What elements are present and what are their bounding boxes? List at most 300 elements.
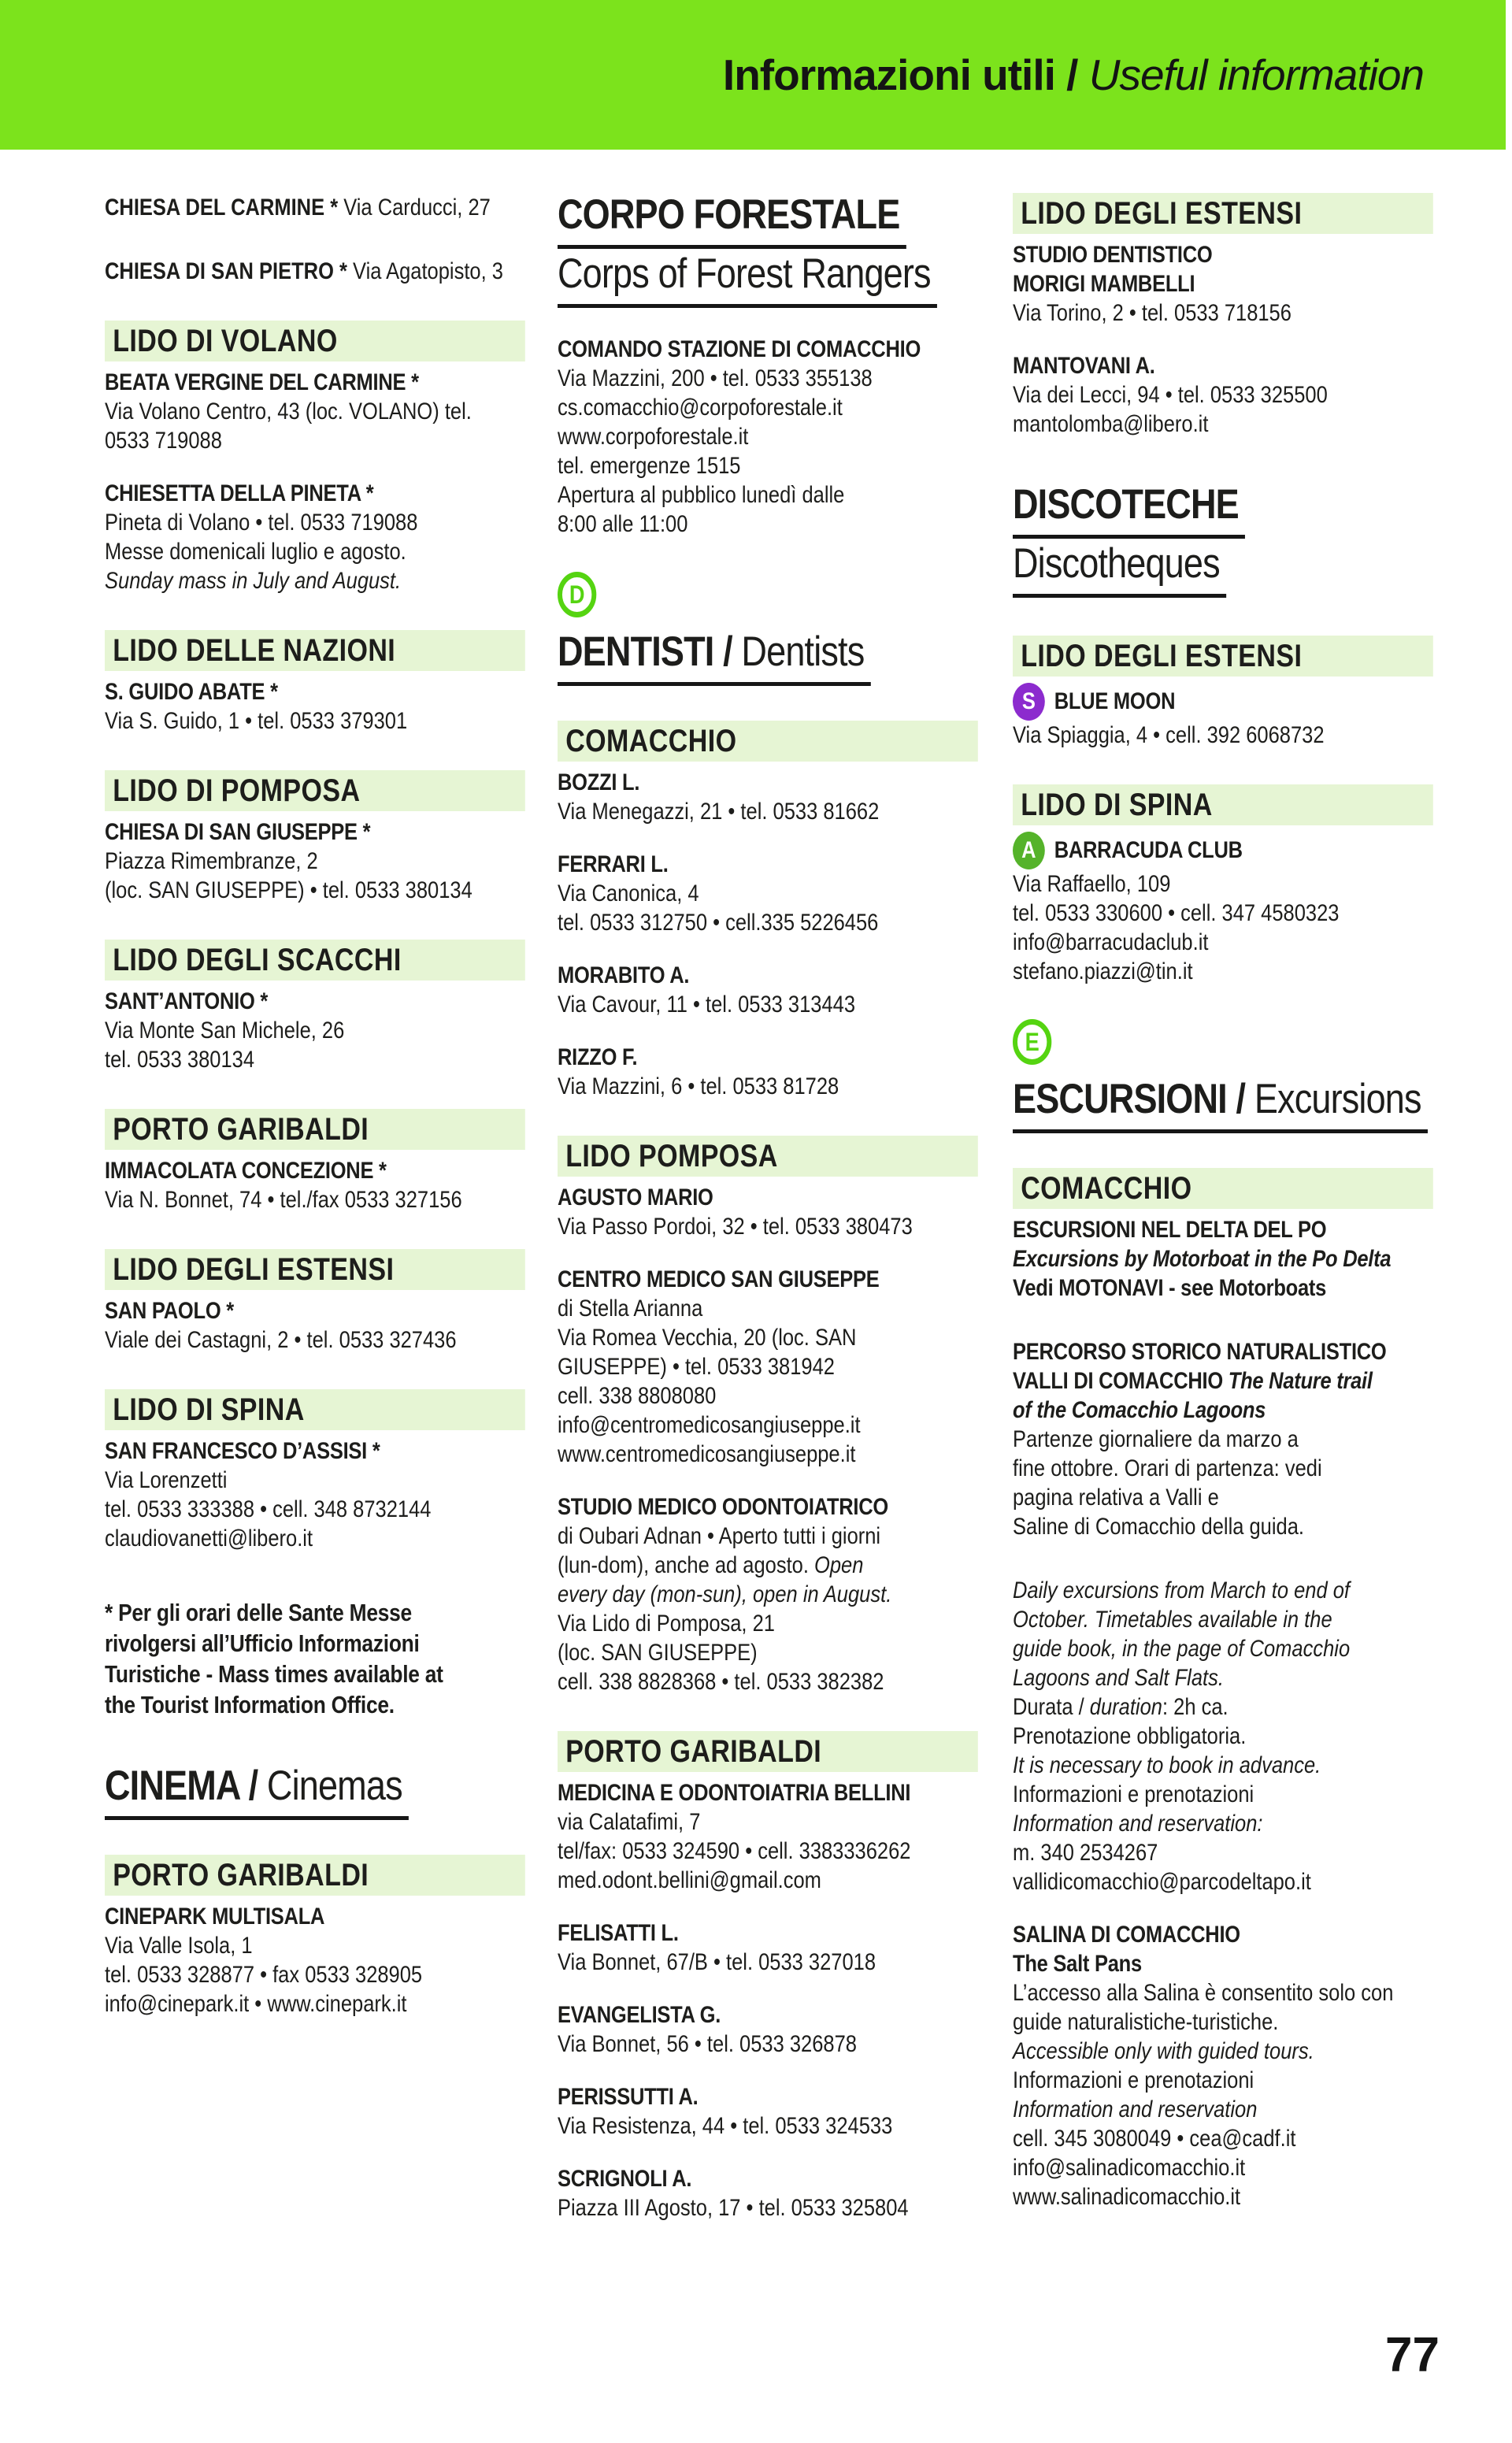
venue-name	[1013, 832, 1433, 869]
entry-line	[558, 1072, 978, 1101]
text-run: Via Lorenzetti	[105, 1467, 228, 1493]
section-title-english: Cinemas	[258, 1763, 402, 1809]
text-run: fine ottobre. Orari di partenza: vedi	[1013, 1455, 1322, 1481]
page-header-banner	[0, 0, 1506, 150]
location-header: LIDO DEGLI ESTENSI	[1013, 193, 1433, 234]
text-run: Via Passo Pordoi, 32 • tel. 0533 380473	[558, 1214, 913, 1240]
entry-line	[1013, 1978, 1433, 2007]
footnote-line	[105, 1628, 525, 1659]
text-run: Via Bonnet, 67/B • tel. 0533 327018	[558, 1949, 876, 1975]
text-run: FERRARI L.	[558, 851, 669, 877]
text-run: The Salt Pans	[1013, 1951, 1142, 1977]
entry-line	[105, 847, 525, 876]
section-title-italian: CORPO FORESTALE	[558, 193, 906, 249]
entry-line	[558, 2193, 978, 2222]
entry-name	[105, 1156, 525, 1185]
entry-line	[558, 1212, 978, 1241]
entry-line	[558, 480, 978, 510]
venue-name	[1013, 683, 1433, 721]
text-run: duration	[1089, 1694, 1162, 1720]
text-run: BEATA VERGINE DEL CARMINE *	[105, 369, 419, 395]
text-run: Via Romea Vecchia, 20 (loc. SAN	[558, 1325, 857, 1351]
text-run: FELISATTI L.	[558, 1920, 679, 1946]
text-run: CENTRO MEDICO SAN GIUSEPPE	[558, 1266, 880, 1292]
text-run: Accessible only with guided tours.	[1013, 2038, 1314, 2064]
entry-line	[1013, 298, 1433, 328]
entry-line	[105, 537, 525, 566]
section-header	[558, 630, 978, 686]
footnote-line	[105, 1597, 525, 1628]
entry-name	[105, 677, 525, 706]
text-run: RIZZO F.	[558, 1044, 638, 1070]
entry-line	[558, 364, 978, 393]
entry-line	[1013, 2153, 1433, 2182]
text-run: Via dei Lecci, 94 • tel. 0533 325500	[1013, 382, 1328, 408]
section-title-english: Excursions	[1245, 1076, 1421, 1122]
entry-line	[558, 1411, 978, 1440]
column-middle-content	[558, 193, 978, 2222]
entry-line	[1013, 2007, 1433, 2037]
venue-name-label: BARRACUDA CLUB	[1054, 837, 1243, 863]
entry-name	[1013, 1366, 1433, 1396]
entry-line	[558, 1381, 978, 1411]
text-run: tel. emergenze 1515	[558, 453, 741, 479]
entry-line	[105, 1325, 525, 1355]
entry-name	[1013, 1396, 1433, 1425]
entry-line	[105, 1931, 525, 1960]
text-run: SAN PAOLO *	[105, 1298, 234, 1324]
location-header: LIDO DI POMPOSA	[105, 770, 525, 811]
entry-line	[1013, 1605, 1433, 1634]
entry-line	[1013, 1634, 1433, 1663]
text-run: Messe domenicali luglio e agosto.	[105, 539, 406, 565]
entry-name	[558, 961, 978, 990]
text-run: Via Bonnet, 56 • tel. 0533 326878	[558, 2031, 857, 2057]
section-title-english: Discotheques	[1013, 542, 1226, 598]
entry-line	[1013, 869, 1433, 899]
text-run: Durata /	[1013, 1694, 1090, 1720]
text-run: of the Comacchio Lagoons	[1013, 1397, 1266, 1423]
column-left	[105, 193, 525, 2019]
text-run: tel/fax: 0533 324590 • cell. 3383336262	[558, 1838, 911, 1864]
entry-name	[105, 1296, 525, 1325]
text-run: tel. 0533 312750 • cell.335 5226456	[558, 910, 879, 936]
text-run: Via Valle Isola, 1	[105, 1933, 253, 1959]
entry-name	[1013, 1215, 1433, 1244]
entry-name	[558, 1492, 978, 1522]
section-header	[105, 1764, 525, 1820]
text-run: COMANDO STAZIONE DI COMACCHIO	[558, 336, 921, 362]
entry-line	[1013, 957, 1433, 986]
entry-line	[1013, 899, 1433, 928]
entry-line	[558, 879, 978, 908]
entry-name	[558, 2000, 978, 2030]
text-run: info@salinadicomacchio.it	[1013, 2155, 1246, 2181]
entry-line	[1013, 2182, 1433, 2211]
entry-line	[558, 1522, 978, 1551]
text-run: Open	[814, 1552, 864, 1578]
text-run: mantolomba@libero.it	[1013, 411, 1209, 437]
text-run: Information and reservation	[1013, 2096, 1258, 2122]
entry-line	[105, 1185, 525, 1214]
location-header: COMACCHIO	[558, 721, 978, 762]
location-header: LIDO DI SPINA	[105, 1389, 525, 1430]
text-run: Via Mazzini, 200 • tel. 0533 355138	[558, 365, 873, 391]
text-run: cell. 338 8828368 • tel. 0533 382382	[558, 1669, 884, 1695]
entry-line	[1013, 380, 1433, 410]
text-run: Daily excursions from March to end of	[1013, 1577, 1351, 1603]
entry-line	[1013, 1780, 1433, 1809]
text-run: It is necessary to book in advance.	[1013, 1752, 1321, 1778]
column-left-content	[105, 193, 525, 2019]
text-run: STUDIO MEDICO ODONTOIATRICO	[558, 1494, 889, 1520]
entry-line	[105, 1989, 525, 2019]
entry-line	[1013, 1809, 1433, 1838]
entry-name	[105, 817, 525, 847]
entry-line	[1013, 1576, 1433, 1605]
entry-name	[558, 2164, 978, 2193]
text-run: Informazioni e prenotazioni	[1013, 2067, 1254, 2093]
entry-line	[558, 1866, 978, 1895]
entry-name	[558, 1778, 978, 1807]
entry-line	[558, 1948, 978, 1977]
entry-name	[1013, 1949, 1433, 1978]
text-run: info@centromedicosangiuseppe.it	[558, 1412, 861, 1438]
entry-name	[105, 1902, 525, 1931]
entry-line	[558, 908, 978, 937]
text-run: (lun-dom), anche ad agosto.	[558, 1552, 815, 1578]
section-title-row	[558, 193, 978, 252]
category-icon-block	[1013, 1019, 1433, 1065]
text-run: EVANGELISTA G.	[558, 2002, 721, 2028]
entry-line	[105, 426, 525, 455]
text-run: Via Cavour, 11 • tel. 0533 313443	[558, 992, 856, 1018]
text-run: Informazioni e prenotazioni	[1013, 1781, 1254, 1807]
entry-line	[558, 393, 978, 422]
section-title-row	[558, 252, 978, 311]
text-run: vallidicomacchio@parcodeltapo.it	[1013, 1869, 1311, 1895]
text-run: Sunday mass in July and August.	[105, 568, 402, 594]
text-run: CHIESETTA DELLA PINETA *	[105, 480, 374, 506]
text-run: pagina relativa a Valli e	[1013, 1485, 1219, 1511]
location-header: PORTO GARIBALDI	[105, 1109, 525, 1150]
entry-line	[558, 990, 978, 1019]
section-title	[558, 630, 871, 686]
section-title	[1013, 1077, 1428, 1133]
entry-line	[558, 510, 978, 539]
text-run: October. Timetables available in the	[1013, 1607, 1332, 1633]
entry-line	[558, 2111, 978, 2141]
text-run: CINEPARK MULTISALA	[105, 1904, 325, 1930]
text-run: (loc. SAN GIUSEPPE)	[558, 1640, 758, 1666]
text-run: Piazza III Agosto, 17 • tel. 0533 325804	[558, 2195, 909, 2221]
entry-name	[105, 479, 525, 508]
text-run: Via Lido di Pomposa, 21	[558, 1611, 775, 1637]
text-run: ESCURSIONI NEL DELTA DEL PO	[1013, 1217, 1327, 1243]
text-run: Information and reservation:	[1013, 1811, 1263, 1837]
entry-name	[1013, 1337, 1433, 1366]
entry-line	[1013, 1663, 1433, 1692]
text-run: MORABITO A.	[558, 962, 690, 988]
text-run: med.odont.bellini@gmail.com	[558, 1867, 821, 1893]
text-run: CHIESA DI SAN PIETRO *	[105, 258, 354, 284]
text-run: SANT’ANTONIO *	[105, 988, 269, 1014]
text-run: tel. 0533 380134	[105, 1047, 255, 1073]
entry-line	[1013, 1751, 1433, 1780]
page-number: 77	[1385, 2328, 1440, 2382]
section-title-row	[1013, 483, 1433, 542]
column-right	[1013, 193, 1433, 2211]
text-run: cs.comacchio@corpoforestale.it	[558, 395, 843, 421]
entry-line	[105, 1045, 525, 1074]
text-run: 8:00 alle 11:00	[558, 511, 688, 537]
text-run: PERISSUTTI A.	[558, 2084, 699, 2110]
text-run: Via Raffaello, 109	[1013, 871, 1171, 897]
section-header	[1013, 1077, 1433, 1133]
entry-line	[105, 257, 525, 286]
entry-line	[1013, 1838, 1433, 1867]
text-run: MORIGI MAMBELLI	[1013, 271, 1195, 297]
text-run: : 2h ca.	[1162, 1694, 1228, 1720]
entry-name	[1013, 269, 1433, 298]
text-run: di Oubari Adnan • Aperto tutti i giorni	[558, 1523, 881, 1549]
text-run: Vedi MOTONAVI - see Motorboats	[1013, 1275, 1327, 1301]
page-title-italian: Informazioni utili /	[722, 50, 1078, 99]
dentists-category-icon: D	[558, 572, 596, 617]
entry-line	[558, 422, 978, 451]
text-run: Excursions by Motorboat in the Po Delta	[1013, 1246, 1392, 1272]
location-header: LIDO DEGLI ESTENSI	[105, 1249, 525, 1290]
text-run: Via Mazzini, 6 • tel. 0533 81728	[558, 1073, 839, 1099]
text-run: tel. 0533 328877 • fax 0533 328905	[105, 1962, 423, 1988]
entry-line	[558, 1807, 978, 1837]
entry-line	[1013, 410, 1433, 439]
section-title-english: Dentists	[732, 628, 865, 675]
entry-line	[1013, 2037, 1433, 2066]
text-run: * Per gli orari delle Sante Messe	[105, 1599, 412, 1626]
section-title-italian: DENTISTI /	[558, 628, 732, 675]
entry-name	[558, 1043, 978, 1072]
text-run: Via Menegazzi, 21 • tel. 0533 81662	[558, 799, 880, 825]
location-header: PORTO GARIBALDI	[558, 1731, 978, 1772]
text-run: IMMACOLATA CONCEZIONE *	[105, 1158, 387, 1184]
entry-line	[1013, 1692, 1433, 1722]
text-run: Via Monte San Michele, 26	[105, 1018, 345, 1044]
text-run: Lagoons and Salt Flats.	[1013, 1665, 1224, 1691]
text-run: guide naturalistiche-turistiche.	[1013, 2009, 1279, 2035]
section-header	[1013, 483, 1433, 601]
entry-line	[105, 706, 525, 736]
text-run: Via Spiaggia, 4 • cell. 392 6068732	[1013, 722, 1325, 748]
text-run: Via Carducci, 27	[343, 195, 491, 221]
text-run: via Calatafimi, 7	[558, 1809, 701, 1835]
entry-line	[558, 451, 978, 480]
entry-line	[105, 566, 525, 595]
section-title-row	[1013, 542, 1433, 601]
entry-line	[558, 797, 978, 826]
entry-line	[105, 1466, 525, 1495]
text-run: SAN FRANCESCO D’ASSISI *	[105, 1438, 380, 1464]
text-run: BOZZI L.	[558, 769, 640, 795]
location-header: LIDO DEGLI SCACCHI	[105, 940, 525, 981]
text-run: Via Agatopisto, 3	[353, 258, 503, 284]
text-run: Partenze giornaliere da marzo a	[1013, 1426, 1299, 1452]
text-run: VALLI DI COMACCHIO	[1013, 1368, 1228, 1394]
location-header: COMACCHIO	[1013, 1168, 1433, 1209]
text-run: The Nature trail	[1228, 1368, 1373, 1394]
footnote-line	[105, 1659, 525, 1689]
entry-line	[105, 397, 525, 426]
text-run: cell. 345 3080049 • cea@cadf.it	[1013, 2126, 1296, 2152]
entry-line	[1013, 1867, 1433, 1896]
entry-line	[1013, 1454, 1433, 1483]
text-run: www.salinadicomacchio.it	[1013, 2184, 1241, 2210]
entry-line	[105, 1960, 525, 1989]
entry-name	[105, 1437, 525, 1466]
text-run: SALINA DI COMACCHIO	[1013, 1922, 1240, 1948]
text-run: di Stella Arianna	[558, 1296, 703, 1322]
barracuda-category-icon: A	[1013, 832, 1045, 869]
entry-line	[1013, 721, 1433, 750]
entry-name	[558, 1183, 978, 1212]
entry-name	[558, 335, 978, 364]
entry-line	[105, 1016, 525, 1045]
text-run: tel. 0533 333388 • cell. 348 8732144	[105, 1496, 432, 1522]
entry-name	[1013, 1244, 1433, 1273]
entry-line	[1013, 928, 1433, 957]
entry-line	[105, 193, 525, 222]
entry-line	[1013, 2066, 1433, 2095]
text-run: www.centromedicosangiuseppe.it	[558, 1441, 856, 1467]
excursions-category-icon: E	[1013, 1019, 1051, 1065]
text-run: guide book, in the page of Comacchio	[1013, 1636, 1351, 1662]
text-run: m. 340 2534267	[1013, 1840, 1158, 1866]
entry-line	[105, 1524, 525, 1553]
location-header: LIDO DI VOLANO	[105, 321, 525, 361]
entry-line	[558, 1352, 978, 1381]
text-run: Prenotazione obbligatoria.	[1013, 1723, 1247, 1749]
text-run: Via Volano Centro, 43 (loc. VOLANO) tel.	[105, 399, 472, 424]
text-run: Apertura al pubblico lunedì dalle	[558, 482, 845, 508]
text-run: claudiovanetti@libero.it	[105, 1525, 313, 1551]
column-middle	[558, 193, 978, 2222]
text-run: PERCORSO STORICO NATURALISTICO	[1013, 1339, 1387, 1365]
location-header: PORTO GARIBALDI	[105, 1855, 525, 1896]
entry-line	[1013, 1483, 1433, 1512]
text-run: 0533 719088	[105, 428, 222, 454]
text-run: SCRIGNOLI A.	[558, 2166, 692, 2192]
text-run: AGUSTO MARIO	[558, 1184, 713, 1210]
entry-name	[1013, 1920, 1433, 1949]
entry-line	[558, 1440, 978, 1469]
entry-line	[105, 876, 525, 905]
section-title-italian: DISCOTECHE	[1013, 483, 1245, 539]
entry-name	[105, 987, 525, 1016]
text-run: S. GUIDO ABATE *	[105, 679, 278, 705]
entry-name	[1013, 240, 1433, 269]
entry-name	[558, 850, 978, 879]
text-run: STUDIO DENTISTICO	[1013, 242, 1213, 268]
entry-line	[558, 1294, 978, 1323]
text-run: Pineta di Volano • tel. 0533 719088	[105, 510, 418, 536]
category-icon-block	[558, 572, 978, 617]
entry-line	[558, 1580, 978, 1609]
entry-line	[105, 1495, 525, 1524]
venue-name-label: BLUE MOON	[1054, 688, 1176, 714]
page-title	[723, 50, 1424, 100]
entry-name	[558, 1265, 978, 1294]
entry-line	[558, 1638, 978, 1667]
entry-name	[558, 2082, 978, 2111]
entry-line	[558, 2030, 978, 2059]
entry-line	[1013, 1512, 1433, 1541]
text-run: Turistiche - Mass times available at	[105, 1660, 443, 1688]
text-run: Via S. Guido, 1 • tel. 0533 379301	[105, 708, 408, 734]
text-run: Saline di Comacchio della guida.	[1013, 1514, 1304, 1540]
location-header: LIDO DELLE NAZIONI	[105, 630, 525, 671]
entry-line	[558, 1551, 978, 1580]
blue-moon-category-icon: S	[1013, 683, 1045, 721]
entry-line	[558, 1837, 978, 1866]
text-run: MANTOVANI A.	[1013, 353, 1155, 379]
entry-line	[558, 1323, 978, 1352]
text-run: Piazza Rimembranze, 2	[105, 848, 318, 874]
footnote-line	[105, 1689, 525, 1720]
location-header: LIDO DI SPINA	[1013, 784, 1433, 825]
text-run: Via Resistenza, 44 • tel. 0533 324533	[558, 2113, 893, 2139]
entry-line	[1013, 2124, 1433, 2153]
entry-name	[1013, 351, 1433, 380]
entry-name	[1013, 1273, 1433, 1303]
text-run: L’accesso alla Salina è consentito solo con	[1013, 1980, 1394, 2006]
text-run: info@cinepark.it • www.cinepark.it	[105, 1991, 407, 2017]
text-run: CHIESA DEL CARMINE *	[105, 195, 344, 221]
text-run: Via N. Bonnet, 74 • tel./fax 0533 327156	[105, 1187, 462, 1213]
location-header: LIDO POMPOSA	[558, 1136, 978, 1177]
text-run: stefano.piazzi@tin.it	[1013, 958, 1193, 984]
text-run: www.corpoforestale.it	[558, 424, 749, 450]
text-run: Via Torino, 2 • tel. 0533 718156	[1013, 300, 1292, 326]
column-right-content	[1013, 193, 1433, 2211]
entry-name	[558, 768, 978, 797]
entry-name	[558, 1918, 978, 1948]
text-run: cell. 338 8808080	[558, 1383, 717, 1409]
text-run: Via Canonica, 4	[558, 880, 699, 906]
text-run: tel. 0533 330600 • cell. 347 4580323	[1013, 900, 1340, 926]
text-run: GIUSEPPE) • tel. 0533 381942	[558, 1354, 835, 1380]
entry-line	[1013, 1722, 1433, 1751]
text-run: CHIESA DI SAN GIUSEPPE *	[105, 819, 371, 845]
location-header: LIDO DEGLI ESTENSI	[1013, 636, 1433, 677]
text-run: (loc. SAN GIUSEPPE) • tel. 0533 380134	[105, 877, 472, 903]
section-title-italian: CINEMA /	[105, 1763, 258, 1809]
section-title	[105, 1764, 409, 1820]
entry-line	[558, 1609, 978, 1638]
entry-line	[105, 508, 525, 537]
text-run: every day (mon-sun), open in August.	[558, 1581, 892, 1607]
text-run: MEDICINA E ODONTOIATRIA BELLINI	[558, 1780, 911, 1806]
entry-line	[558, 1667, 978, 1696]
entry-line	[1013, 1425, 1433, 1454]
text-run: rivolgersi all’Ufficio Informazioni	[105, 1629, 420, 1657]
entry-name	[105, 368, 525, 397]
text-run: Viale dei Castagni, 2 • tel. 0533 327436	[105, 1327, 457, 1353]
page-title-english: Useful information	[1077, 50, 1424, 99]
section-title-italian: ESCURSIONI /	[1013, 1076, 1246, 1122]
text-run: the Tourist Information Office.	[105, 1691, 395, 1718]
text-run: info@barracudaclub.it	[1013, 929, 1209, 955]
entry-line	[1013, 2095, 1433, 2124]
